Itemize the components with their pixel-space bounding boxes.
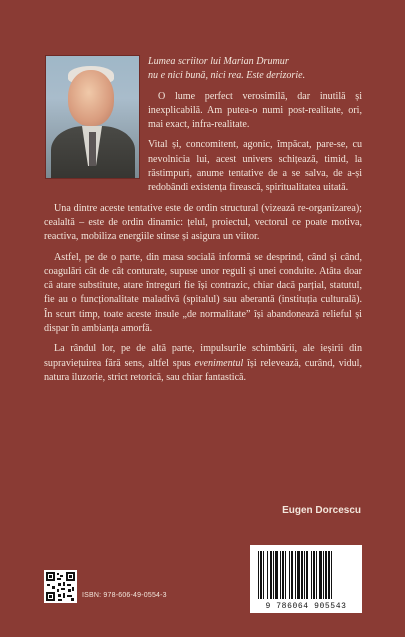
back-cover-text [44,55,362,385]
paragraph-2 [44,138,362,195]
barcode-bar [319,551,322,599]
barcode-icon [250,545,362,603]
barcode-bar [328,551,330,599]
barcode-bar [285,551,286,599]
barcode-bar [301,551,303,599]
barcode-number: 9 786064 905543 [265,602,347,611]
barcode-bar [311,551,312,599]
barcode-bar [291,551,293,599]
qr-code-icon [44,570,77,603]
barcode-bar [331,551,332,599]
motto-line-2: nu e nici bună, nici rea. Este derizorie. [148,70,306,82]
paragraph-5-start: La rândul lor, pe de altă parte, impulsurile schimbării, ale ieșirii din supraviețuirea fără sens, altfel spus [44,343,362,369]
barcode-bar [260,551,262,599]
paragraph-5-end: își relevează, curând, vidul, natura iluzorie, strict retorică, sau chiar fantastică. [44,357,362,383]
barcode-bar [313,551,315,599]
paragraph-5-emphasis: evenimentul [194,357,244,369]
barcode-bar [280,551,281,599]
paragraph-4: Astfel, pe de o parte, din masa socială informă se desprind, când și când, coagulări cât de cât conturate, supuse unor reguli și unei conduite. Atâta doar că atare substitute, atare întreguri fie își contrazic, chiar dacă parțial, statutul, fie au o funcționalitate maladivă (spitalul) sau aberantă (instituția culturală). În scurt timp, toate aceste insule „de normalitate” își abandonează relieful și dispar în ambianța amorfă. [44,251,362,335]
barcode-bar [325,551,327,599]
barcode-bar [267,551,268,599]
barcode-bar [270,551,272,599]
barcode-bar [273,551,274,599]
barcode-bar [295,551,296,599]
barcode-bar [316,551,317,599]
paragraph-3: Una dintre aceste tentative este de ordin structural (vizează re-organizarea); cealaltă – este de ordin dinamic: țelul, proiectul, vectorul ce poate motiva, reactiva, mobiliza energiile stinse și asigura un viitor. [44,202,362,243]
barcode-bar [258,551,259,599]
barcode-bar [282,551,284,599]
barcode [250,545,362,613]
barcode-bar [297,551,300,599]
barcode-bar [275,551,278,599]
barcode-bar [323,551,324,599]
author-name: Eugen Dorcescu [282,505,361,516]
barcode-bar [306,551,308,599]
motto-line-1: Lumea scriitor lui Marian Drumur [148,56,289,67]
isbn-text: ISBN: 978-606-49-0554-3 [82,592,167,599]
paragraph-5 [44,342,362,385]
barcode-bar [304,551,305,599]
paragraph-1: O lume perfect verosimilă, dar inutilă și inexplicabilă. Am putea-o numi post-realitate, ori, mai exact, infra-realitate. [148,90,362,131]
barcode-bar [263,551,264,599]
barcode-bar [289,551,290,599]
paragraph-2-text: Vital și, concomitent, agonic, împăcat, pare-se, cu nevolnicia lui, acest univers schițează, timid, la răstimpuri, anume tentative de a se salva, de a-și redobândi existența firească, spiritualitatea uitată. [148,139,362,194]
qr-code [44,570,77,603]
